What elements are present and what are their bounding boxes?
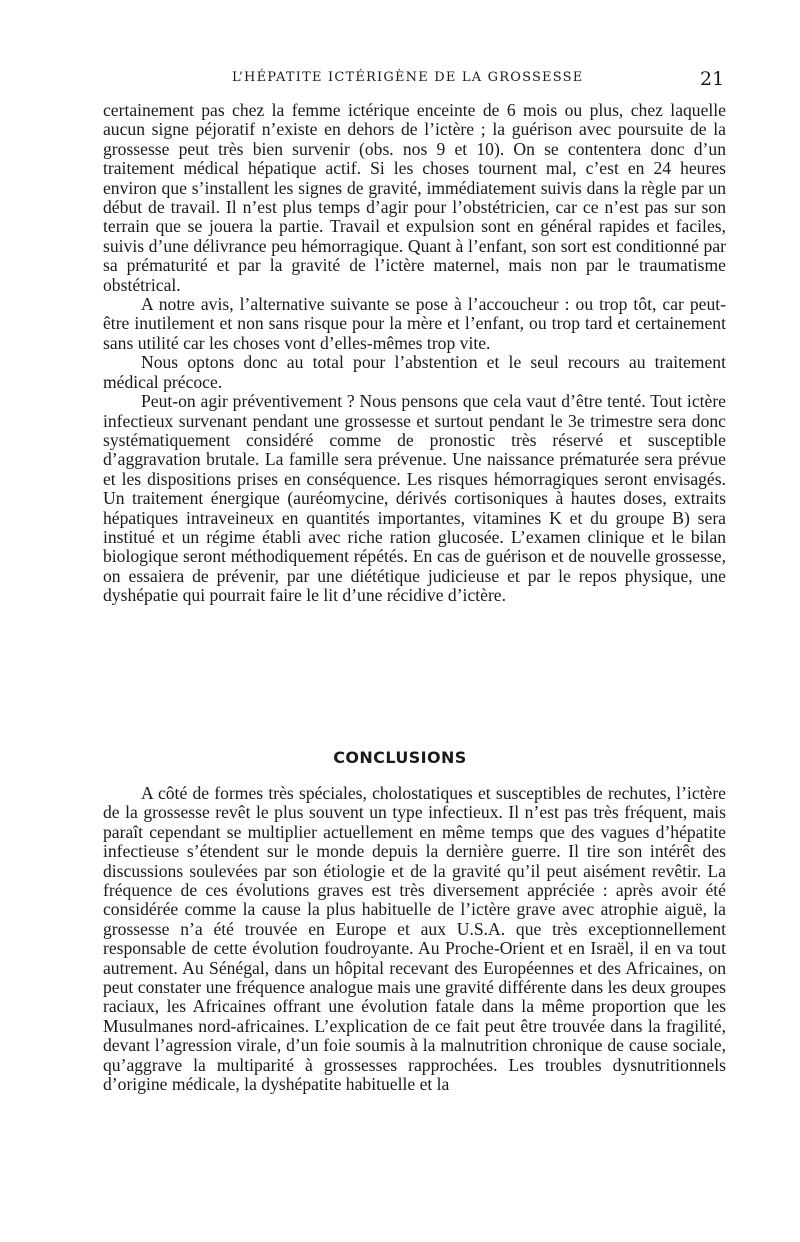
section-heading-conclusions: CONCLUSIONS [333,748,467,767]
paragraph: certainement pas chez la femme ictérique enceinte de 6 mois ou plus, chez laquelle aucun signe péjoratif n’existe en dehors de l’ictère ; la guérison avec poursuite de la grossesse peut très bien survenir (obs. nos 9 et 10). On se contentera donc d’un traitement médical hépatique actif. Si les choses tournent mal, c’est en 24 heures environ que s’installent les signes de gravité, immédiatement suivis dans la règle par un début de travail. Il n’est plus temps d’agir pour l’obstétricien, car ce n’est pas sur son terrain que se jouera la partie. Travail et expulsion sont en général rapides et faciles, suivis d’une délivrance peu hémorragique. Quant à l’enfant, son sort est conditionné par sa prématurité et par la gravité de l’ictère maternel, mais non par le traumatisme obstétrical. [103,100,726,295]
paragraph: Nous optons donc au total pour l’abstention et le seul recours au traitement médical précoce. [103,352,726,392]
page-number: 21 [700,68,725,90]
paragraph: A côté de formes très spéciales, cholostatiques et susceptibles de rechutes, l’ictère de la grossesse revêt le plus souvent un type infectieux. Il n’est pas très fréquent, mais paraît cependant se multiplier actuellement en même temps que des vagues d’hépatite infectieuse s’étendent sur le monde depuis la dernière guerre. Il tire son intérêt des discussions soulevées par son étiologie et de la gravité qu’il peut aisément revêtir. La fréquence de ces évolutions graves est très diversement appréciée : après avoir été considérée comme la cause la plus habituelle de l’ictère grave avec atrophie aiguë, la grossesse n’a été trouvée en Europe et aux U.S.A. que très exceptionnellement responsable de cette évolution foudroyante. Au Proche-Orient et en Israël, il en va tout autrement. Au Sénégal, dans un hôpital recevant des Européennes et des Africaines, on peut constater une fréquence analogue mais une gravité différente dans les deux groupes raciaux, les Africaines offrant une évolution fatale dans la même proportion que les Musulmanes nord-africaines. L’explication de ce fait peut être trouvée dans la fragilité, devant l’agression virale, d’un foie soumis à la malnutrition chronique de cause sociale, qu’aggrave la multiparité à grossesses rapprochées. Les troubles dysnutritionnels d’origine médicale, la dyshépatite habituelle et la [103,783,726,1095]
conclusions-text [103,784,726,1095]
running-title: L’HÉPATITE ICTÉRIGÈNE DE LA GROSSESSE [232,70,584,85]
paragraph: Peut-on agir préventivement ? Nous pensons que cela vaut d’être tenté. Tout ictère infectieux survenant pendant une grossesse et surtout pendant le 3e trimestre sera donc systématiquement considéré comme de pronostic très réservé et susceptible d’aggravation brutale. La famille sera prévenue. Une naissance prématurée sera prévue et les dispositions prises en conséquence. Les risques hémorragiques seront envisagés. Un traitement énergique (auréomycine, dérivés cortisoniques à hautes doses, extraits hépatiques intraveineux en quantités importantes, vitamines K et du groupe B) sera institué et un régime établi avec riche ration glucosée. L’examen clinique et le bilan biologique seront méthodiquement répétés. En cas de guérison et de nouvelle grossesse, on essaiera de prévenir, par une diététique judicieuse et par le repos physique, une dyshépatie qui pourrait faire le lit d’une récidive d’ictère. [103,391,726,606]
body-text-section [103,101,726,606]
paragraph: A notre avis, l’alternative suivante se pose à l’accoucheur : ou trop tôt, car peut-être inutilement et non sans risque pour la mère et l’enfant, ou trop tard et certainement sans utilité car les choses vont d’elles-mêmes trop vite. [103,294,726,353]
